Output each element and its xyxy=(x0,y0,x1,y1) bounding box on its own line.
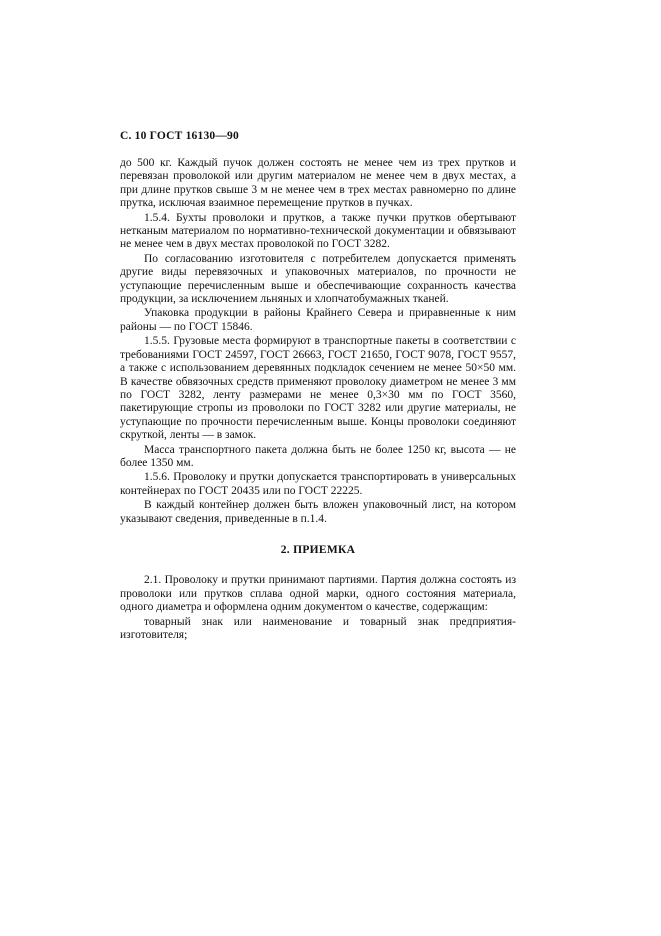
paragraph: В каждый контейнер должен быть вложен упаковочный лист, на котором указывают сведения, приведенные в п.1.4. xyxy=(120,499,516,525)
section-heading: 2. ПРИЕМКА xyxy=(280,543,356,556)
document-body xyxy=(120,157,516,643)
paragraph: до 500 кг. Каждый пучок должен состоять не менее чем из трех прутков и перевязан проволокой или другим материалом не менее чем в двух местах, а при длине прутков свыше 3 м не менее чем в трех местах равномерно по длине прутка, исключая взаимное перемещение прутков в пучках. xyxy=(120,157,516,210)
paragraph: 1.5.5. Грузовые места формируют в транспортные пакеты в соответствии с требованиями ГОСТ 24597, ГОСТ 26663, ГОСТ 21650, ГОСТ 9078, ГОСТ 9557, а также с использованием деревянных подкладок сечением не менее 50×50 мм. В качестве обвязочных средств применяют проволоку диаметром не менее 3 мм по ГОСТ 3282, ленту размерами не менее 0,3×30 мм по ГОСТ 3560, пакетирующие стропы из проволоки по ГОСТ 3282 или другие материалы, не уступающие по прочности перечисленным выше. Концы проволоки соединяют скруткой, ленты — в замок. xyxy=(120,335,516,442)
paragraph: 1.5.6. Проволоку и прутки допускается транспортировать в универсальных контейнерах по ГОСТ 20435 или по ГОСТ 22225. xyxy=(120,471,516,497)
paragraph: Упаковка продукции в районы Крайнего Севера и приравненные к ним районы — по ГОСТ 15846. xyxy=(120,307,516,333)
paragraph: Масса транспортного пакета должна быть не более 1250 кг, высота — не более 1350 мм. xyxy=(120,443,516,469)
paragraph: 2.1. Проволоку и прутки принимают партиями. Партия должна состоять из проволоки или прутков сплава одной марки, одного состояния материала, одного диаметра и оформлена одним документом о качестве, содержащим: xyxy=(120,574,516,614)
paragraph: 1.5.4. Бухты проволоки и прутков, а также пучки прутков обертывают нетканым материалом по нормативно-технической документации и обвязывают не менее чем в двух местах проволокой по ГОСТ 3282. xyxy=(120,211,516,251)
paragraph: товарный знак или наименование и товарный знак предприятия-изготовителя; xyxy=(120,615,516,641)
page-running-title: С. 10 ГОСТ 16130—90 xyxy=(120,130,239,142)
paragraph: По согласованию изготовителя с потребителем допускается применять другие виды перевязочных и упаковочных материалов, по прочности не уступающие перечисленным выше и обеспечивающие сохранность качества продукции, за исключением льняных и хлопчатобумажных тканей. xyxy=(120,252,516,306)
